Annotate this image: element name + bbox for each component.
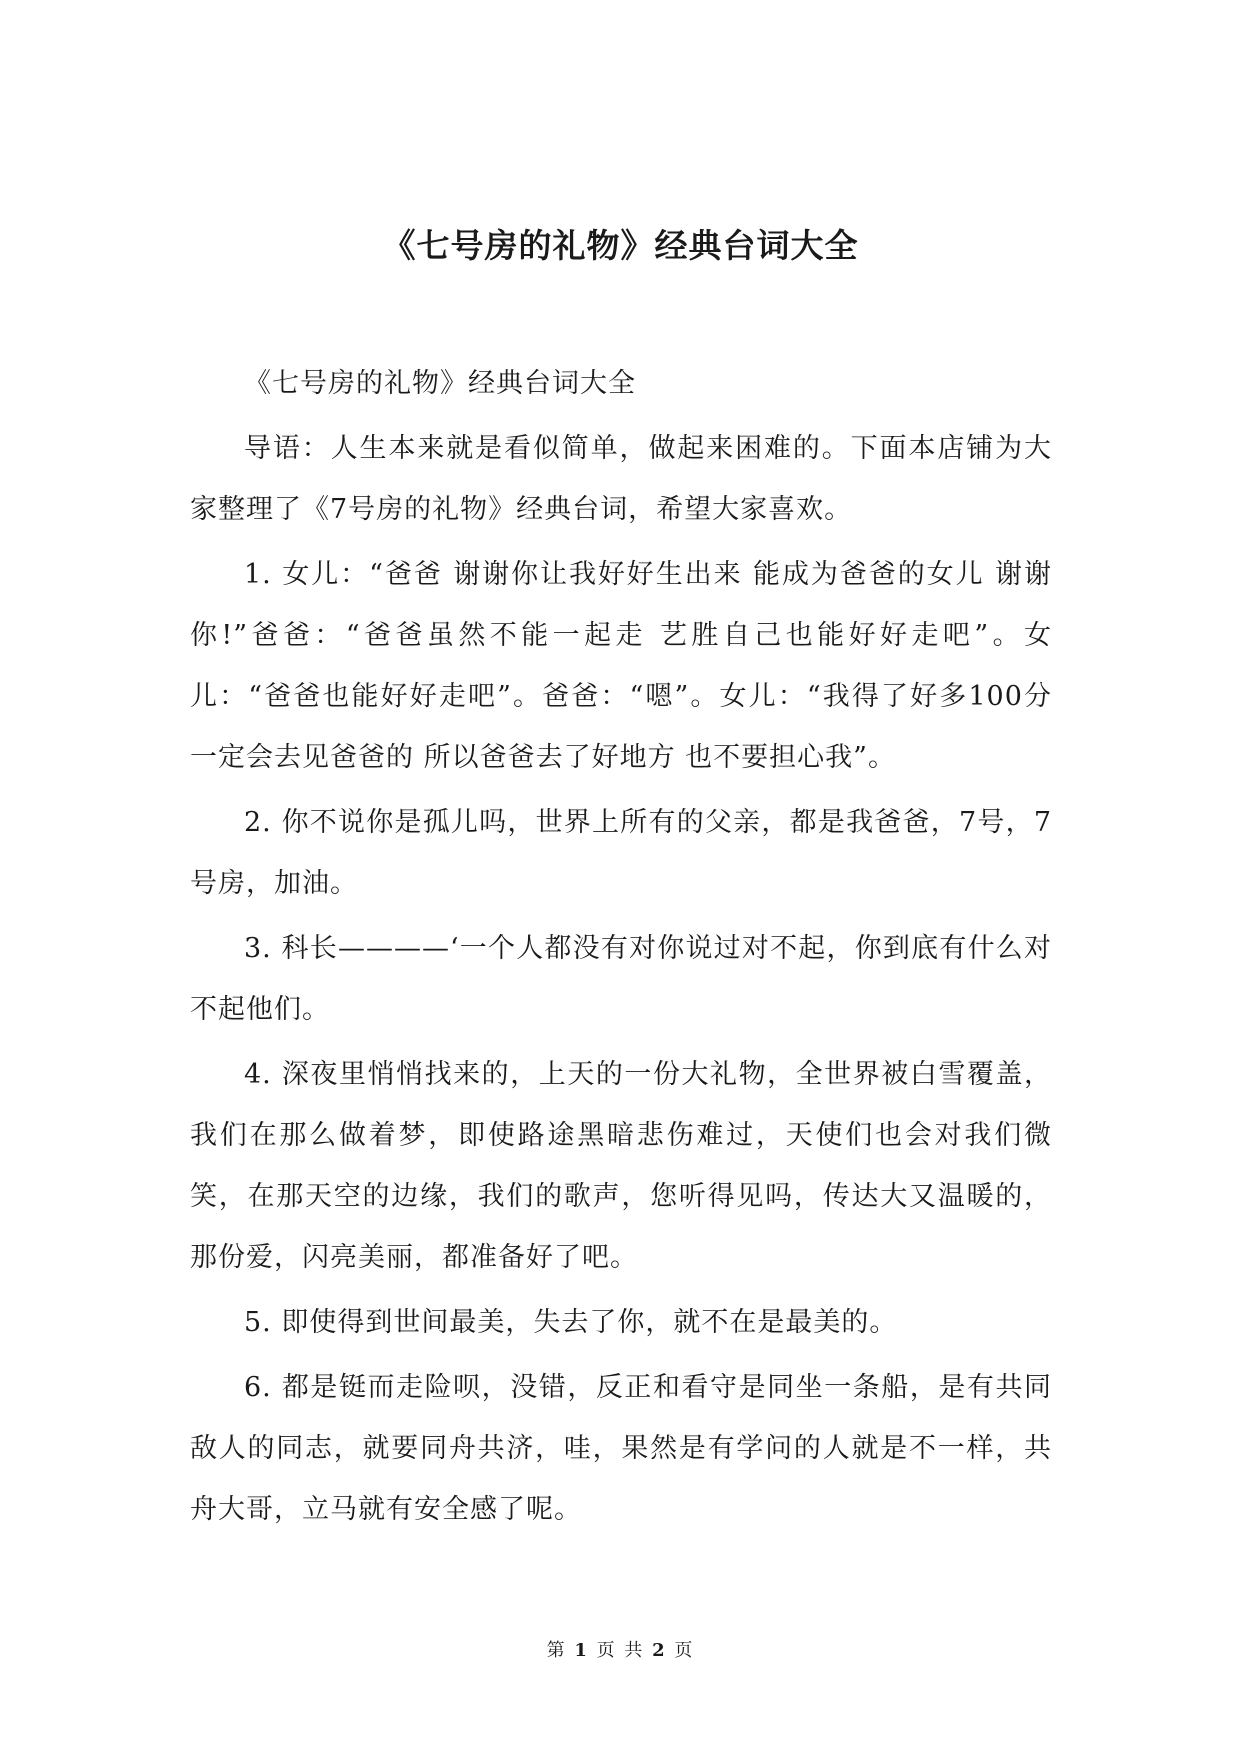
paragraph-intro: 导语：人生本来就是看似简单，做起来困难的。下面本店铺为大家整理了《7号房的礼物》经典台词，希望大家喜欢。 bbox=[190, 433, 1052, 525]
footer-middle: 页 共 bbox=[596, 1640, 645, 1661]
paragraph-quote-2: 2. 你不说你是孤儿吗，世界上所有的父亲，都是我爸爸，7号，7号房，加油。 bbox=[190, 807, 1052, 899]
paragraph-quote-6: 6. 都是铤而走险呗，没错，反正和看守是同坐一条船，是有共同敌人的同志，就要同舟共济，哇，果然是有学问的人就是不一样，共舟大哥，立马就有安全感了呢。 bbox=[190, 1372, 1052, 1525]
paragraph-quote-4: 4. 深夜里悄悄找来的，上天的一份大礼物，全世界被白雪覆盖，我们在那么做着梦，即使路途黑暗悲伤难过，天使们也会对我们微笑，在那天空的边缘，我们的歌声，您听得见吗，传达大又温暖的，那份爱，闪亮美丽，都准备好了吧。 bbox=[190, 1059, 1052, 1273]
page-footer bbox=[0, 1638, 1241, 1664]
document-title: 《七号房的礼物》经典台词大全 bbox=[382, 226, 859, 265]
document-body bbox=[190, 353, 1052, 1544]
paragraph-quote-3: 3. 科长————‘一个人都没有对你说过对不起，你到底有什么对不起他们。 bbox=[190, 933, 1052, 1025]
paragraph-heading: 《七号房的礼物》经典台词大全 bbox=[244, 368, 636, 399]
footer-suffix: 页 bbox=[674, 1640, 695, 1661]
paragraph-quote-1: 1. 女儿：“爸爸 谢谢你让我好好生出来 能成为爸爸的女儿 谢谢你!”爸爸：“爸爸虽然不能一起走 艺胜自己也能好好走吧”。女儿：“爸爸也能好好走吧”。爸爸：“嗯”。女儿：“我得了好多100分 一定会去见爸爸的 所以爸爸去了好地方 也不要担心我”。 bbox=[190, 559, 1052, 773]
footer-current-page: 1 bbox=[574, 1640, 589, 1661]
footer-prefix: 第 bbox=[546, 1640, 567, 1661]
footer-total-pages: 2 bbox=[652, 1640, 667, 1661]
paragraph-quote-5: 5. 即使得到世间最美，失去了你，就不在是最美的。 bbox=[244, 1307, 898, 1338]
